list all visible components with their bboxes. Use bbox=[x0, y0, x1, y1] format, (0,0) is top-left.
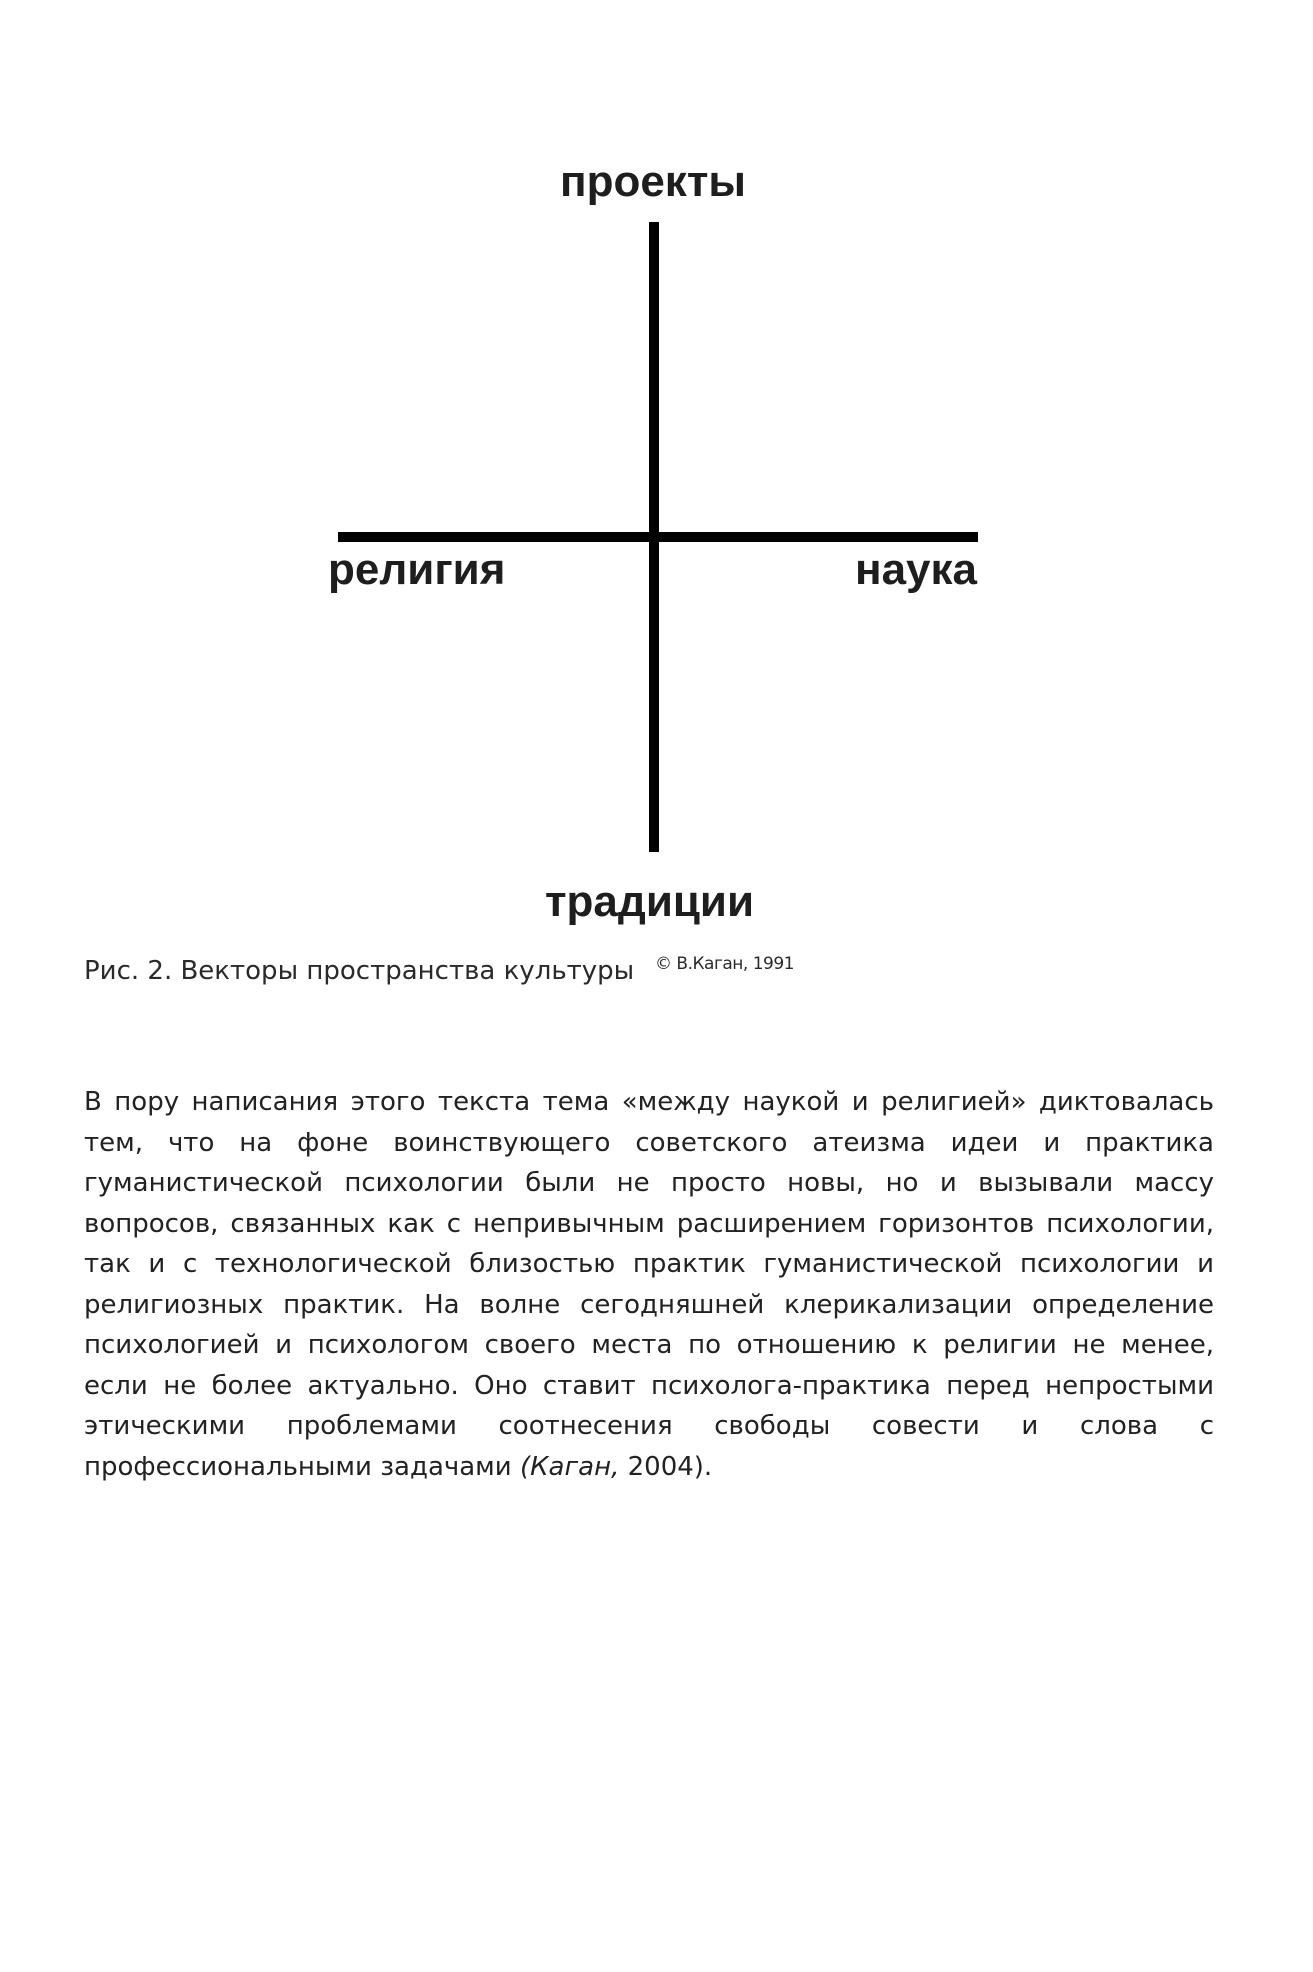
paragraph-line: В пору написания этого текста тема «между наукой и религией» диктовалась bbox=[84, 1087, 1214, 1117]
axis-label-top: проекты bbox=[560, 157, 746, 206]
paragraph-line: вопросов, связанных как с непривычным расширением горизонтов психологии, bbox=[84, 1208, 1214, 1239]
culture-vectors-diagram bbox=[0, 0, 1313, 960]
paragraph-line: религиозных практик. На волне сегодняшней клерикализации определение bbox=[84, 1289, 1214, 1320]
axis-label-bottom: традиции bbox=[545, 877, 755, 926]
paragraph-line: этическими проблемами соотнесения свободы совести и слова с bbox=[84, 1411, 1214, 1441]
paragraph-line: если не более актуально. Оно ставит психолога-практика перед непростыми bbox=[84, 1370, 1214, 1401]
axis-label-right: наука bbox=[855, 545, 978, 594]
horizontal-axis-line bbox=[338, 532, 978, 542]
paragraph-last-line-text: профессиональными задачами bbox=[84, 1451, 520, 1482]
citation-author: (Каган, bbox=[519, 1451, 620, 1482]
citation-year: 2004). bbox=[619, 1451, 713, 1482]
body-paragraph bbox=[84, 1082, 1214, 1487]
figure-copyright: © В.Каган, 1991 bbox=[655, 954, 794, 974]
paragraph-last-line bbox=[84, 1447, 1214, 1488]
paragraph-line: гуманистической психологии были не просто новы, но и вызывали массу bbox=[84, 1168, 1214, 1198]
paragraph-line: тем, что на фоне воинствующего советского атеизма идеи и практика bbox=[84, 1127, 1214, 1158]
figure-caption: Рис. 2. Векторы пространства культуры bbox=[84, 956, 635, 986]
paragraph-line: психологией и психологом своего места по отношению к религии не менее, bbox=[84, 1330, 1214, 1360]
paragraph-line: так и с технологической близостью практик гуманистической психологии и bbox=[84, 1249, 1214, 1279]
axis-label-left: религия bbox=[328, 545, 506, 594]
